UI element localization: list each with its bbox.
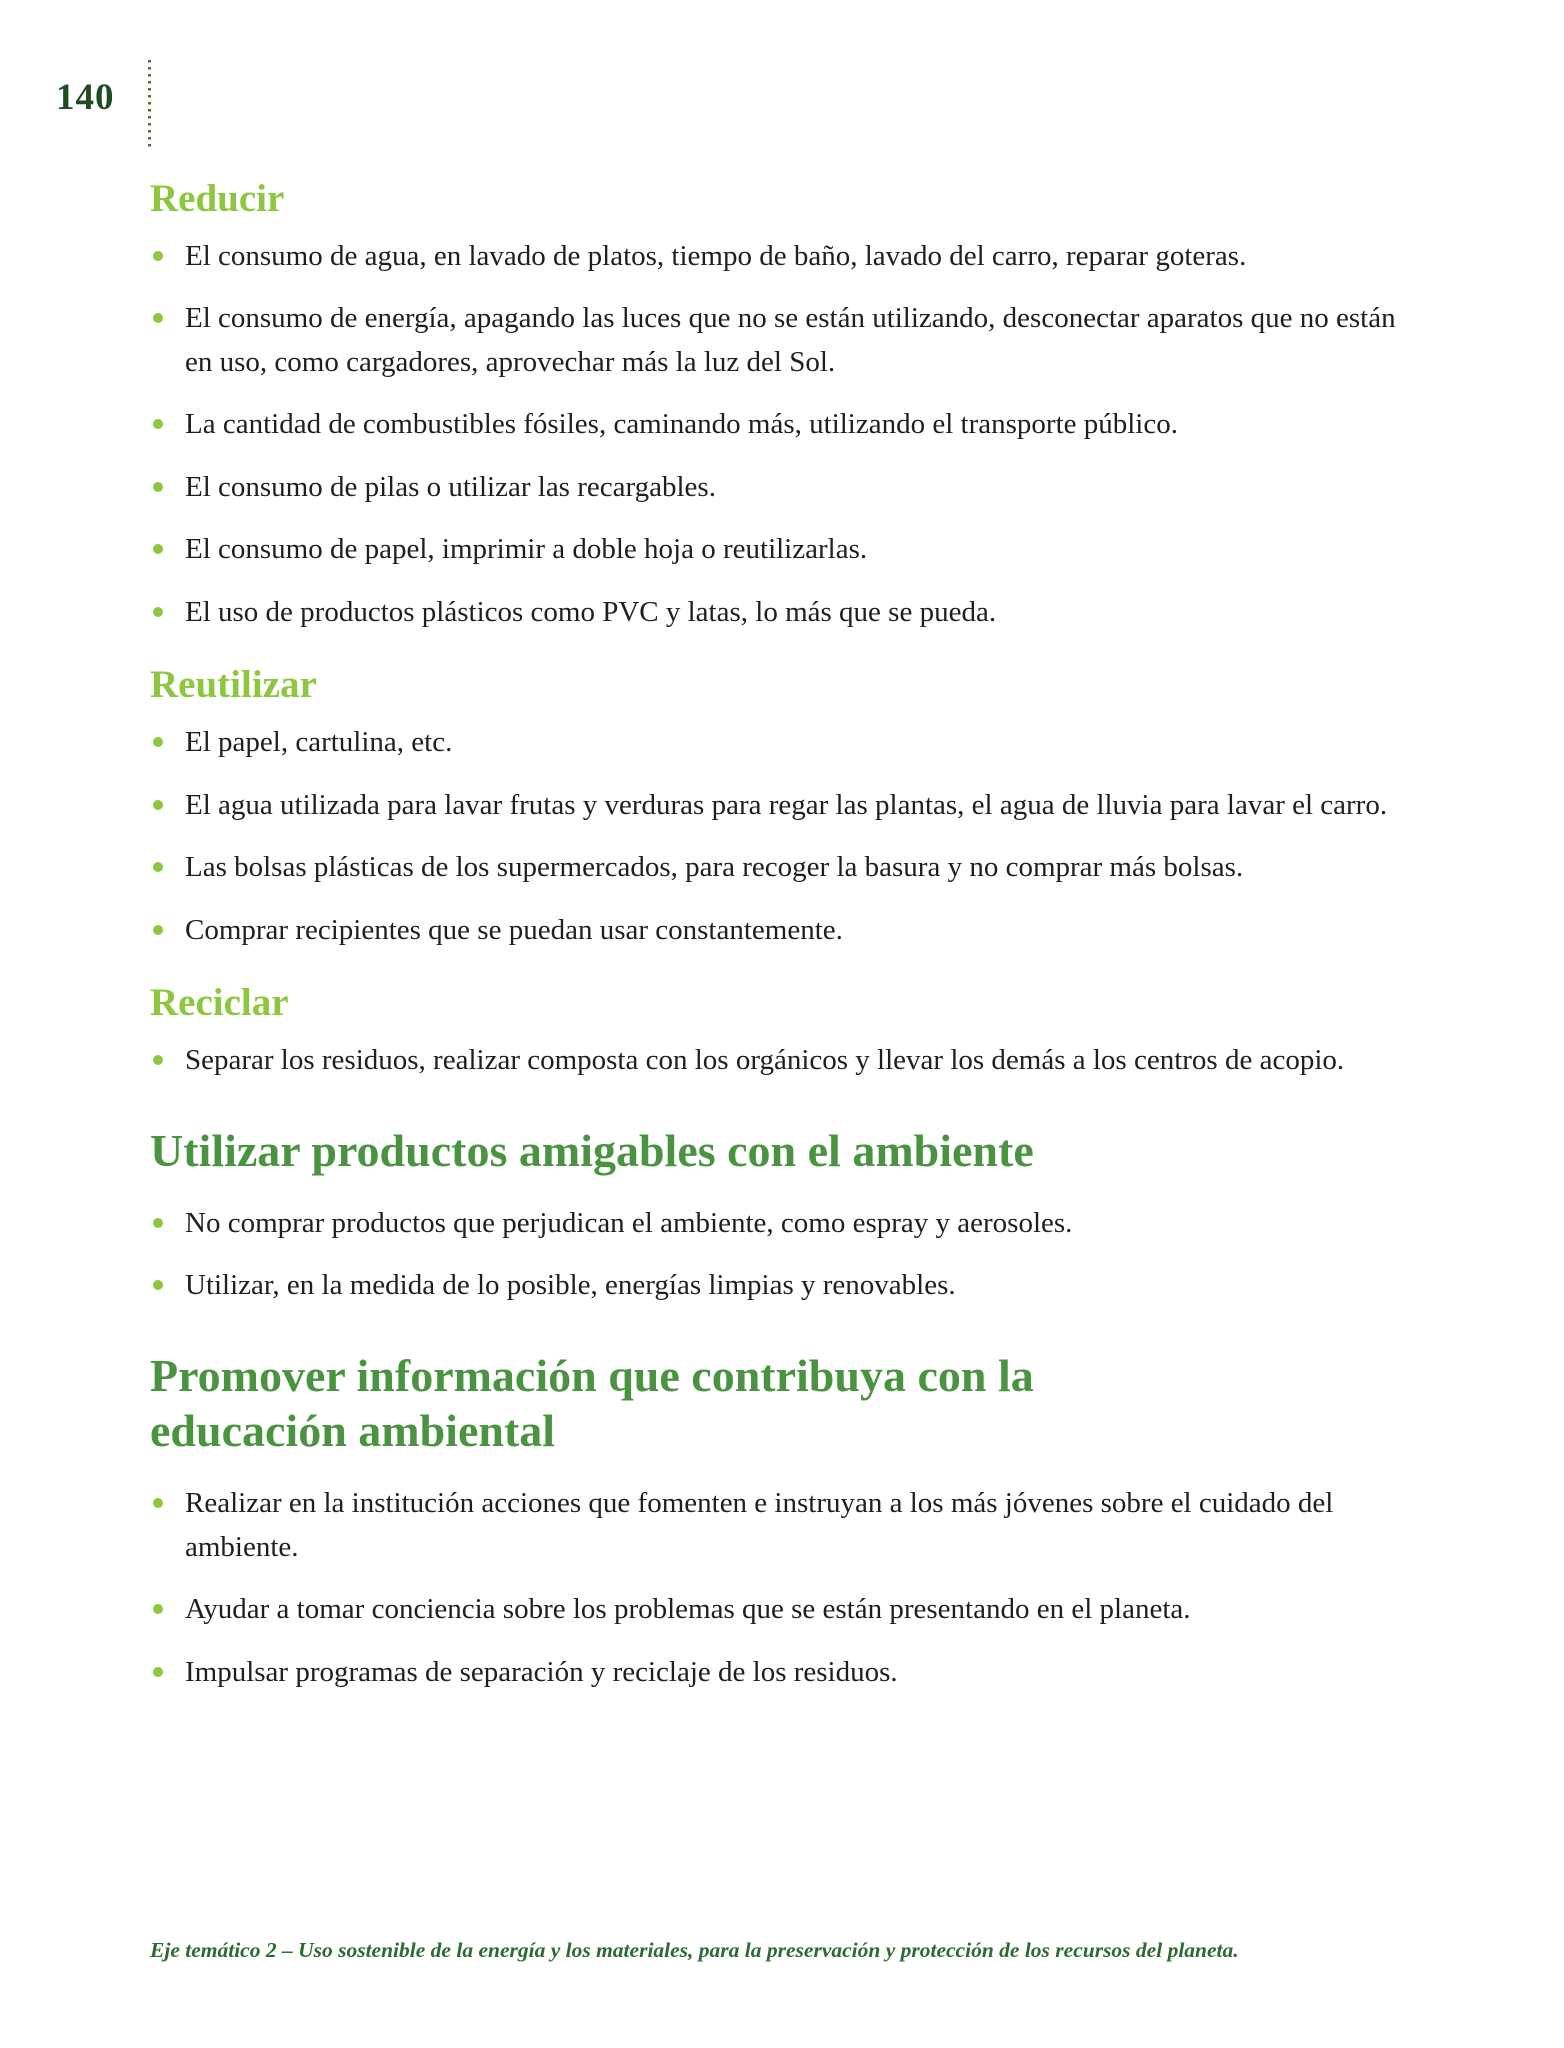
dotted-rule [148, 60, 151, 150]
bullet-icon [153, 482, 163, 492]
list-item-text: El papel, cartulina, etc. [185, 726, 453, 759]
bullet-list [150, 1482, 1406, 1694]
list-item [150, 1588, 1406, 1632]
bullet-icon [153, 313, 163, 323]
list-item [150, 528, 1406, 572]
page-content [150, 178, 1412, 1713]
list-item-text: Las bolsas plásticas de los supermercados, para recoger la basura y no comprar más bolsas. [185, 851, 1244, 884]
list-item-text: No comprar productos que perjudican el ambiente, como espray y aerosoles. [185, 1206, 1073, 1239]
bullet-list [150, 1039, 1406, 1083]
bullet-icon [153, 862, 163, 872]
bullet-list [150, 721, 1406, 952]
page-number: 140 [56, 77, 115, 118]
list-item [150, 235, 1406, 279]
footer-text: Eje temático 2 – Uso sostenible de la energía y los materiales, para la preservación y protección de los recursos del planeta. [150, 1938, 1239, 1962]
main-heading: Promover información que contribuya con la educación ambiental [150, 1349, 1034, 1457]
list-item [150, 403, 1406, 447]
bullet-icon [153, 1498, 163, 1508]
list-item-text: El uso de productos plásticos como PVC y latas, lo más que se pueda. [185, 595, 997, 628]
list-item-text: El consumo de agua, en lavado de platos, tiempo de baño, lavado del carro, reparar goteras. [185, 239, 1247, 272]
list-item [150, 1482, 1406, 1569]
main-heading: Utilizar productos amigables con el ambiente [150, 1124, 1034, 1176]
list-item-text: Realizar en la institución acciones que fomenten e instruyan a los más jóvenes sobre el cuidado del ambiente. [185, 1487, 1334, 1563]
list-item-text: Ayudar a tomar conciencia sobre los problemas que se están presentando en el planeta. [185, 1593, 1191, 1626]
list-item [150, 466, 1406, 510]
list-item [150, 591, 1406, 635]
list-item-text: Comprar recipientes que se puedan usar constantemente. [185, 913, 843, 946]
bullet-icon [153, 925, 163, 935]
list-item-text: La cantidad de combustibles fósiles, caminando más, utilizando el transporte público. [185, 408, 1178, 441]
bullet-icon [153, 419, 163, 429]
bullet-icon [153, 1280, 163, 1290]
list-item [150, 297, 1406, 384]
bullet-icon [153, 544, 163, 554]
bullet-icon [153, 251, 163, 261]
list-item [150, 721, 1406, 765]
bullet-list [150, 1202, 1406, 1308]
list-item [150, 784, 1406, 828]
list-item-text: Separar los residuos, realizar composta con los orgánicos y llevar los demás a los centros de acopio. [185, 1044, 1345, 1077]
list-item-text: El consumo de pilas o utilizar las recargables. [185, 470, 716, 503]
bullet-icon [153, 737, 163, 747]
page-footer [150, 1938, 1450, 1963]
list-item-text: El consumo de energía, apagando las luces que no se están utilizando, desconectar aparatos que no están en uso, como cargadores, aprovechar más la luz del Sol. [185, 302, 1396, 378]
list-item-text: Impulsar programas de separación y reciclaje de los residuos. [185, 1655, 898, 1688]
section-heading: Reutilizar [150, 663, 317, 707]
bullet-icon [153, 1218, 163, 1228]
bullet-icon [153, 1667, 163, 1677]
bullet-icon [153, 607, 163, 617]
list-item [150, 909, 1406, 953]
section-heading: Reciclar [150, 981, 289, 1025]
list-item [150, 1039, 1406, 1083]
list-item-text: El agua utilizada para lavar frutas y verduras para regar las plantas, el agua de lluvia para lavar el carro. [185, 788, 1388, 821]
list-item [150, 1202, 1406, 1246]
bullet-icon [153, 800, 163, 810]
list-item [150, 1264, 1406, 1308]
list-item [150, 1651, 1406, 1695]
bullet-list [150, 235, 1406, 635]
list-item-text: Utilizar, en la medida de lo posible, energías limpias y renovables. [185, 1269, 956, 1302]
list-item [150, 846, 1406, 890]
bullet-icon [153, 1604, 163, 1614]
list-item-text: El consumo de papel, imprimir a doble hoja o reutilizarlas. [185, 533, 868, 566]
bullet-icon [153, 1055, 163, 1065]
section-heading: Reducir [150, 177, 285, 220]
